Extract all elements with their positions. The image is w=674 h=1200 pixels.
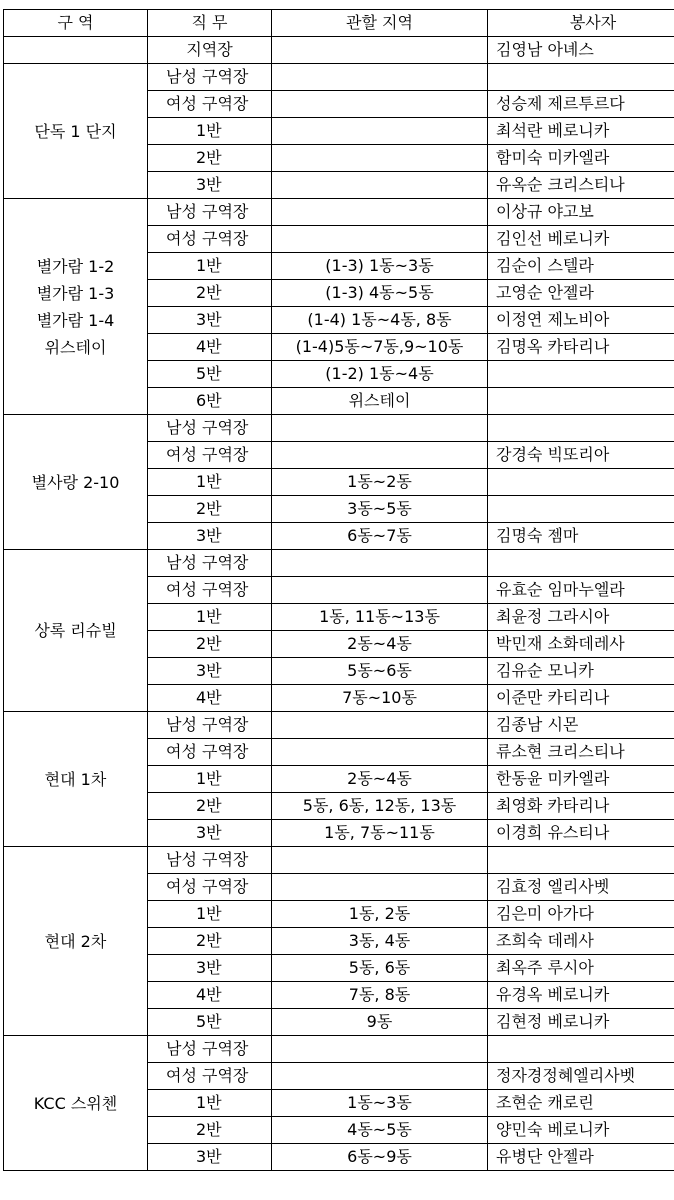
volunteer-cell: 강경숙 빅또리아 [488,442,674,469]
volunteer-cell [488,1036,674,1063]
volunteer-cell: 조희숙 데레사 [488,928,674,955]
role-cell: 남성 구역장 [148,712,272,739]
area-cell [272,37,488,64]
table-row [4,415,674,442]
volunteer-cell: 유경옥 베로니카 [488,982,674,1009]
header-role: 직 무 [148,10,272,37]
role-cell: 남성 구역장 [148,847,272,874]
role-cell: 5반 [148,361,272,388]
volunteer-cell: 김유순 모니카 [488,658,674,685]
role-cell: 5반 [148,1009,272,1036]
volunteer-cell: 조현순 캐로린 [488,1090,674,1117]
volunteer-cell: 유병단 안젤라 [488,1144,674,1171]
area-cell: 7동~10동 [272,685,488,712]
district-cell [4,37,148,64]
volunteer-cell: 이정연 제노비아 [488,307,674,334]
volunteer-cell: 유효순 임마누엘라 [488,577,674,604]
role-cell: 지역장 [148,37,272,64]
role-cell: 1반 [148,604,272,631]
volunteer-cell: 성승제 제르투르다 [488,91,674,118]
volunteer-cell: 최옥주 루시아 [488,955,674,982]
role-cell: 3반 [148,172,272,199]
volunteer-cell: 김현정 베로니카 [488,1009,674,1036]
district-cell [4,712,148,847]
role-cell: 1반 [148,469,272,496]
role-cell: 남성 구역장 [148,550,272,577]
role-cell: 3반 [148,1144,272,1171]
district-name: 위스테이 [44,337,107,357]
volunteer-cell: 고영순 안젤라 [488,280,674,307]
district-name: 별사랑 2-10 [31,472,120,492]
area-cell: (1-2) 1동~4동 [272,361,488,388]
area-cell: 5동, 6동, 12동, 13동 [272,793,488,820]
volunteer-cell [488,415,674,442]
volunteer-cell: 이상규 야고보 [488,199,674,226]
district-name: 단독 1 단지 [34,121,117,141]
area-cell [272,550,488,577]
district-cell [4,1036,148,1171]
area-cell [272,199,488,226]
role-cell: 3반 [148,820,272,847]
role-cell: 2반 [148,145,272,172]
area-cell [272,64,488,91]
area-cell: 3동~5동 [272,496,488,523]
area-cell: 1동~2동 [272,469,488,496]
area-cell: 1동, 11동~13동 [272,604,488,631]
role-cell: 3반 [148,307,272,334]
area-cell: 2동~4동 [272,766,488,793]
area-cell: (1-4) 1동~4동, 8동 [272,307,488,334]
role-cell: 4반 [148,334,272,361]
volunteer-cell: 김효정 엘리사벳 [488,874,674,901]
area-cell [272,415,488,442]
header-row [4,10,674,37]
table-row [4,847,674,874]
header-area: 관할 지역 [272,10,488,37]
role-cell: 2반 [148,631,272,658]
volunteer-cell: 한동윤 미카엘라 [488,766,674,793]
district-name: 별가람 1-3 [36,283,115,303]
volunteer-cell: 이경희 유스티나 [488,820,674,847]
area-cell [272,712,488,739]
area-cell: 4동~5동 [272,1117,488,1144]
area-cell: 1동, 7동~11동 [272,820,488,847]
role-cell: 2반 [148,793,272,820]
volunteer-cell: 박민재 소화데레사 [488,631,674,658]
area-cell: 위스테이 [272,388,488,415]
district-name: 상록 리슈빌 [34,621,117,640]
area-cell [272,172,488,199]
area-cell: 7동, 8동 [272,982,488,1009]
volunteer-cell [488,64,674,91]
role-cell: 3반 [148,658,272,685]
volunteer-cell: 김명옥 카타리나 [488,334,674,361]
area-cell: 3동, 4동 [272,928,488,955]
volunteer-cell: 김종남 시몬 [488,712,674,739]
volunteer-cell [488,361,674,388]
volunteer-cell [488,847,674,874]
header-volunteer: 봉사자 [488,10,674,37]
table-row [4,550,674,577]
role-cell: 남성 구역장 [148,415,272,442]
district-cell [4,550,148,712]
volunteer-cell: 김순이 스텔라 [488,253,674,280]
role-cell: 남성 구역장 [148,64,272,91]
role-cell: 여성 구역장 [148,442,272,469]
district-name: 현대 1차 [44,769,107,789]
area-cell: (1-4)5동~7동,9~10동 [272,334,488,361]
area-cell [272,226,488,253]
table-body [4,37,674,1171]
volunteer-cell [488,388,674,415]
area-cell: (1-3) 4동~5동 [272,280,488,307]
role-cell: 여성 구역장 [148,226,272,253]
role-cell: 1반 [148,766,272,793]
role-cell: 여성 구역장 [148,874,272,901]
volunteer-cell: 류소현 크리스티나 [488,739,674,766]
area-cell: 2동~4동 [272,631,488,658]
role-cell: 2반 [148,280,272,307]
area-cell [272,1036,488,1063]
area-cell [272,577,488,604]
role-cell: 1반 [148,1090,272,1117]
volunteer-cell [488,496,674,523]
table-row [4,64,674,91]
area-cell [272,118,488,145]
table-row [4,199,674,226]
area-cell: 6동~9동 [272,1144,488,1171]
volunteer-cell [488,550,674,577]
role-cell: 여성 구역장 [148,1063,272,1090]
district-name: 별가람 1-4 [36,310,115,330]
district-cell [4,64,148,199]
area-cell [272,91,488,118]
volunteer-cell: 김은미 아가다 [488,901,674,928]
area-cell: 1동~3동 [272,1090,488,1117]
area-cell [272,874,488,901]
area-cell: 1동, 2동 [272,901,488,928]
role-cell: 4반 [148,685,272,712]
area-cell [272,1063,488,1090]
role-cell: 남성 구역장 [148,1036,272,1063]
district-cell [4,199,148,415]
volunteer-cell: 최윤정 그라시아 [488,604,674,631]
role-cell: 2반 [148,496,272,523]
district-cell [4,415,148,550]
role-cell: 6반 [148,388,272,415]
table-row [4,37,674,64]
role-cell: 1반 [148,118,272,145]
volunteer-cell: 정자경정혜엘리사벳 [488,1063,674,1090]
volunteer-cell: 김인선 베로니카 [488,226,674,253]
role-cell: 3반 [148,955,272,982]
role-cell: 여성 구역장 [148,739,272,766]
role-cell: 1반 [148,901,272,928]
role-cell: 4반 [148,982,272,1009]
area-cell [272,739,488,766]
district-name: 현대 2차 [44,931,107,951]
volunteer-cell: 최석란 베로니카 [488,118,674,145]
role-cell: 3반 [148,523,272,550]
area-cell: 9동 [272,1009,488,1036]
role-cell: 여성 구역장 [148,577,272,604]
area-cell [272,442,488,469]
area-cell [272,847,488,874]
role-cell: 남성 구역장 [148,199,272,226]
role-cell: 1반 [148,253,272,280]
area-cell: 5동~6동 [272,658,488,685]
district-name: KCC 스위첸 [33,1093,118,1113]
role-cell: 2반 [148,1117,272,1144]
area-cell [272,145,488,172]
volunteer-cell: 최영화 카타리나 [488,793,674,820]
role-cell: 여성 구역장 [148,91,272,118]
district-name: 별가람 1-2 [36,256,115,276]
table-row [4,712,674,739]
area-cell: 5동, 6동 [272,955,488,982]
volunteer-cell: 양민숙 베로니카 [488,1117,674,1144]
volunteer-cell: 김영남 아녜스 [488,37,674,64]
volunteer-table [3,9,674,1171]
header-district: 구 역 [4,10,148,37]
role-cell: 2반 [148,928,272,955]
area-cell: (1-3) 1동~3동 [272,253,488,280]
area-cell: 6동~7동 [272,523,488,550]
volunteer-cell: 함미숙 미카엘라 [488,145,674,172]
table-row [4,1036,674,1063]
volunteer-cell: 김명숙 젬마 [488,523,674,550]
volunteer-cell: 이준만 카티리나 [488,685,674,712]
volunteer-cell [488,469,674,496]
district-cell [4,847,148,1036]
volunteer-cell: 유옥순 크리스티나 [488,172,674,199]
